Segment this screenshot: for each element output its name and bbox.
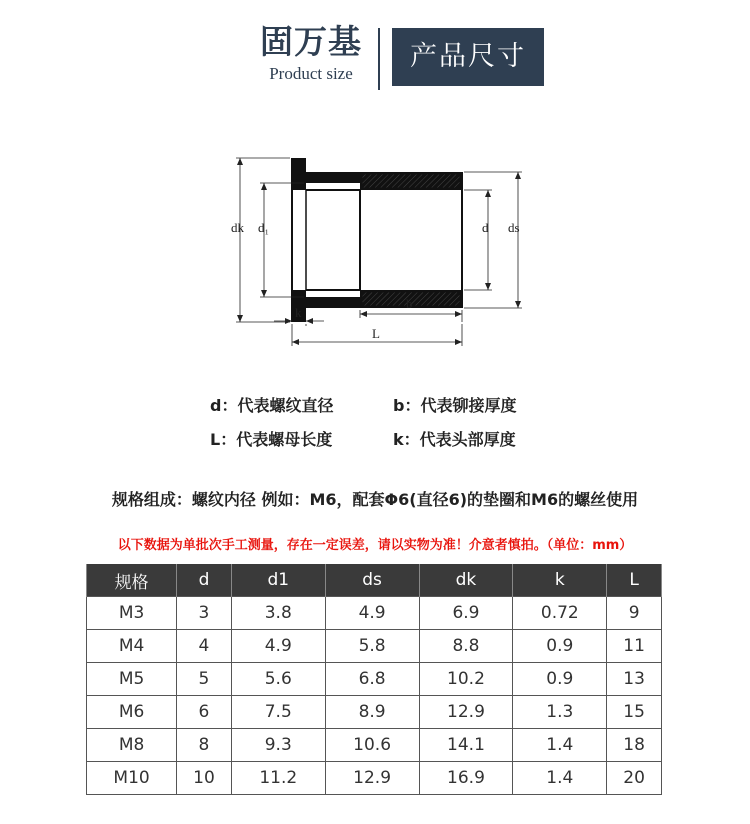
table-cell: 3.8 (231, 597, 325, 630)
col-header: d1 (231, 564, 325, 597)
table-cell: 6 (177, 696, 232, 729)
table-cell: 4.9 (325, 597, 419, 630)
table-cell: 14.1 (419, 729, 513, 762)
dim-ds (464, 172, 522, 308)
table-cell: 12.9 (419, 696, 513, 729)
rivet-nut-drawing (220, 150, 540, 355)
brand-logo (250, 22, 372, 84)
col-header: dk (419, 564, 513, 597)
table-row (87, 696, 662, 729)
table-cell: 8.9 (325, 696, 419, 729)
table-cell: 16.9 (419, 762, 513, 795)
table-cell: 15 (607, 696, 662, 729)
table-cell: 4 (177, 630, 232, 663)
table-cell: 1.3 (513, 696, 607, 729)
table-cell: 5.6 (231, 663, 325, 696)
label-L: L (372, 326, 380, 341)
col-header: k (513, 564, 607, 597)
table-cell: M10 (87, 762, 177, 795)
table-cell: M3 (87, 597, 177, 630)
page-title: 产品尺寸 (392, 28, 544, 86)
table-cell: 6.8 (325, 663, 419, 696)
table-cell: 10 (177, 762, 232, 795)
label-d: d (482, 220, 489, 235)
table-cell: M5 (87, 663, 177, 696)
rivet-nut-body (292, 158, 462, 322)
legend-L: L：代表螺母长度 (210, 430, 333, 449)
brand-subtitle: Product size (269, 64, 353, 83)
table-row (87, 663, 662, 696)
table-cell: 1.4 (513, 729, 607, 762)
legend-b: b：代表铆接厚度 (393, 396, 517, 415)
table-row (87, 762, 662, 795)
header-divider (378, 28, 380, 90)
table-cell: 7.5 (231, 696, 325, 729)
table-cell: M4 (87, 630, 177, 663)
table-cell: 10.6 (325, 729, 419, 762)
table-cell: M8 (87, 729, 177, 762)
table-cell: 5 (177, 663, 232, 696)
measurement-warning: 以下数据为单批次手工测量，存在一定误差，请以实物为准！介意者慎拍。（单位：mm） (117, 538, 633, 553)
table-cell: 6.9 (419, 597, 513, 630)
brand-name: 固万基 (260, 22, 362, 61)
table-cell: 5.8 (325, 630, 419, 663)
dim-k (274, 305, 324, 326)
table-cell: M6 (87, 696, 177, 729)
table-cell: 0.9 (513, 663, 607, 696)
table-cell: 11 (607, 630, 662, 663)
legend-d: d：代表螺纹直径 (210, 396, 334, 415)
table-cell: 4.9 (231, 630, 325, 663)
label-ds: ds (508, 220, 520, 235)
col-header: ds (325, 564, 419, 597)
dim-d1 (258, 183, 304, 297)
spec-note: 规格组成：螺纹内径 例如：M6，配套Φ6(直径6)的垫圈和M6的螺丝使用 (111, 490, 639, 509)
table-header-row (87, 564, 662, 597)
label-k: k (295, 305, 302, 320)
table-cell: 0.9 (513, 630, 607, 663)
table-cell: 11.2 (231, 762, 325, 795)
table-cell: 3 (177, 597, 232, 630)
col-header: d (177, 564, 232, 597)
dim-d (464, 190, 492, 290)
table-cell: 13 (607, 663, 662, 696)
table-row (87, 597, 662, 630)
col-header: 规格 (87, 564, 177, 597)
label-b: b (406, 296, 413, 311)
label-dk: dk (231, 220, 244, 235)
col-header: L (607, 564, 662, 597)
table-cell: 20 (607, 762, 662, 795)
table-cell: 8 (177, 729, 232, 762)
table-cell: 9 (607, 597, 662, 630)
table-row (87, 729, 662, 762)
table-cell: 8.8 (419, 630, 513, 663)
table-cell: 10.2 (419, 663, 513, 696)
table-cell: 1.4 (513, 762, 607, 795)
table-cell: 12.9 (325, 762, 419, 795)
table-row (87, 630, 662, 663)
table-cell: 9.3 (231, 729, 325, 762)
spec-table (86, 564, 662, 795)
label-d1: d₁ (258, 220, 270, 235)
legend-k: k：代表头部厚度 (393, 430, 516, 449)
dim-L (292, 324, 462, 346)
table-cell: 18 (607, 729, 662, 762)
table-cell: 0.72 (513, 597, 607, 630)
